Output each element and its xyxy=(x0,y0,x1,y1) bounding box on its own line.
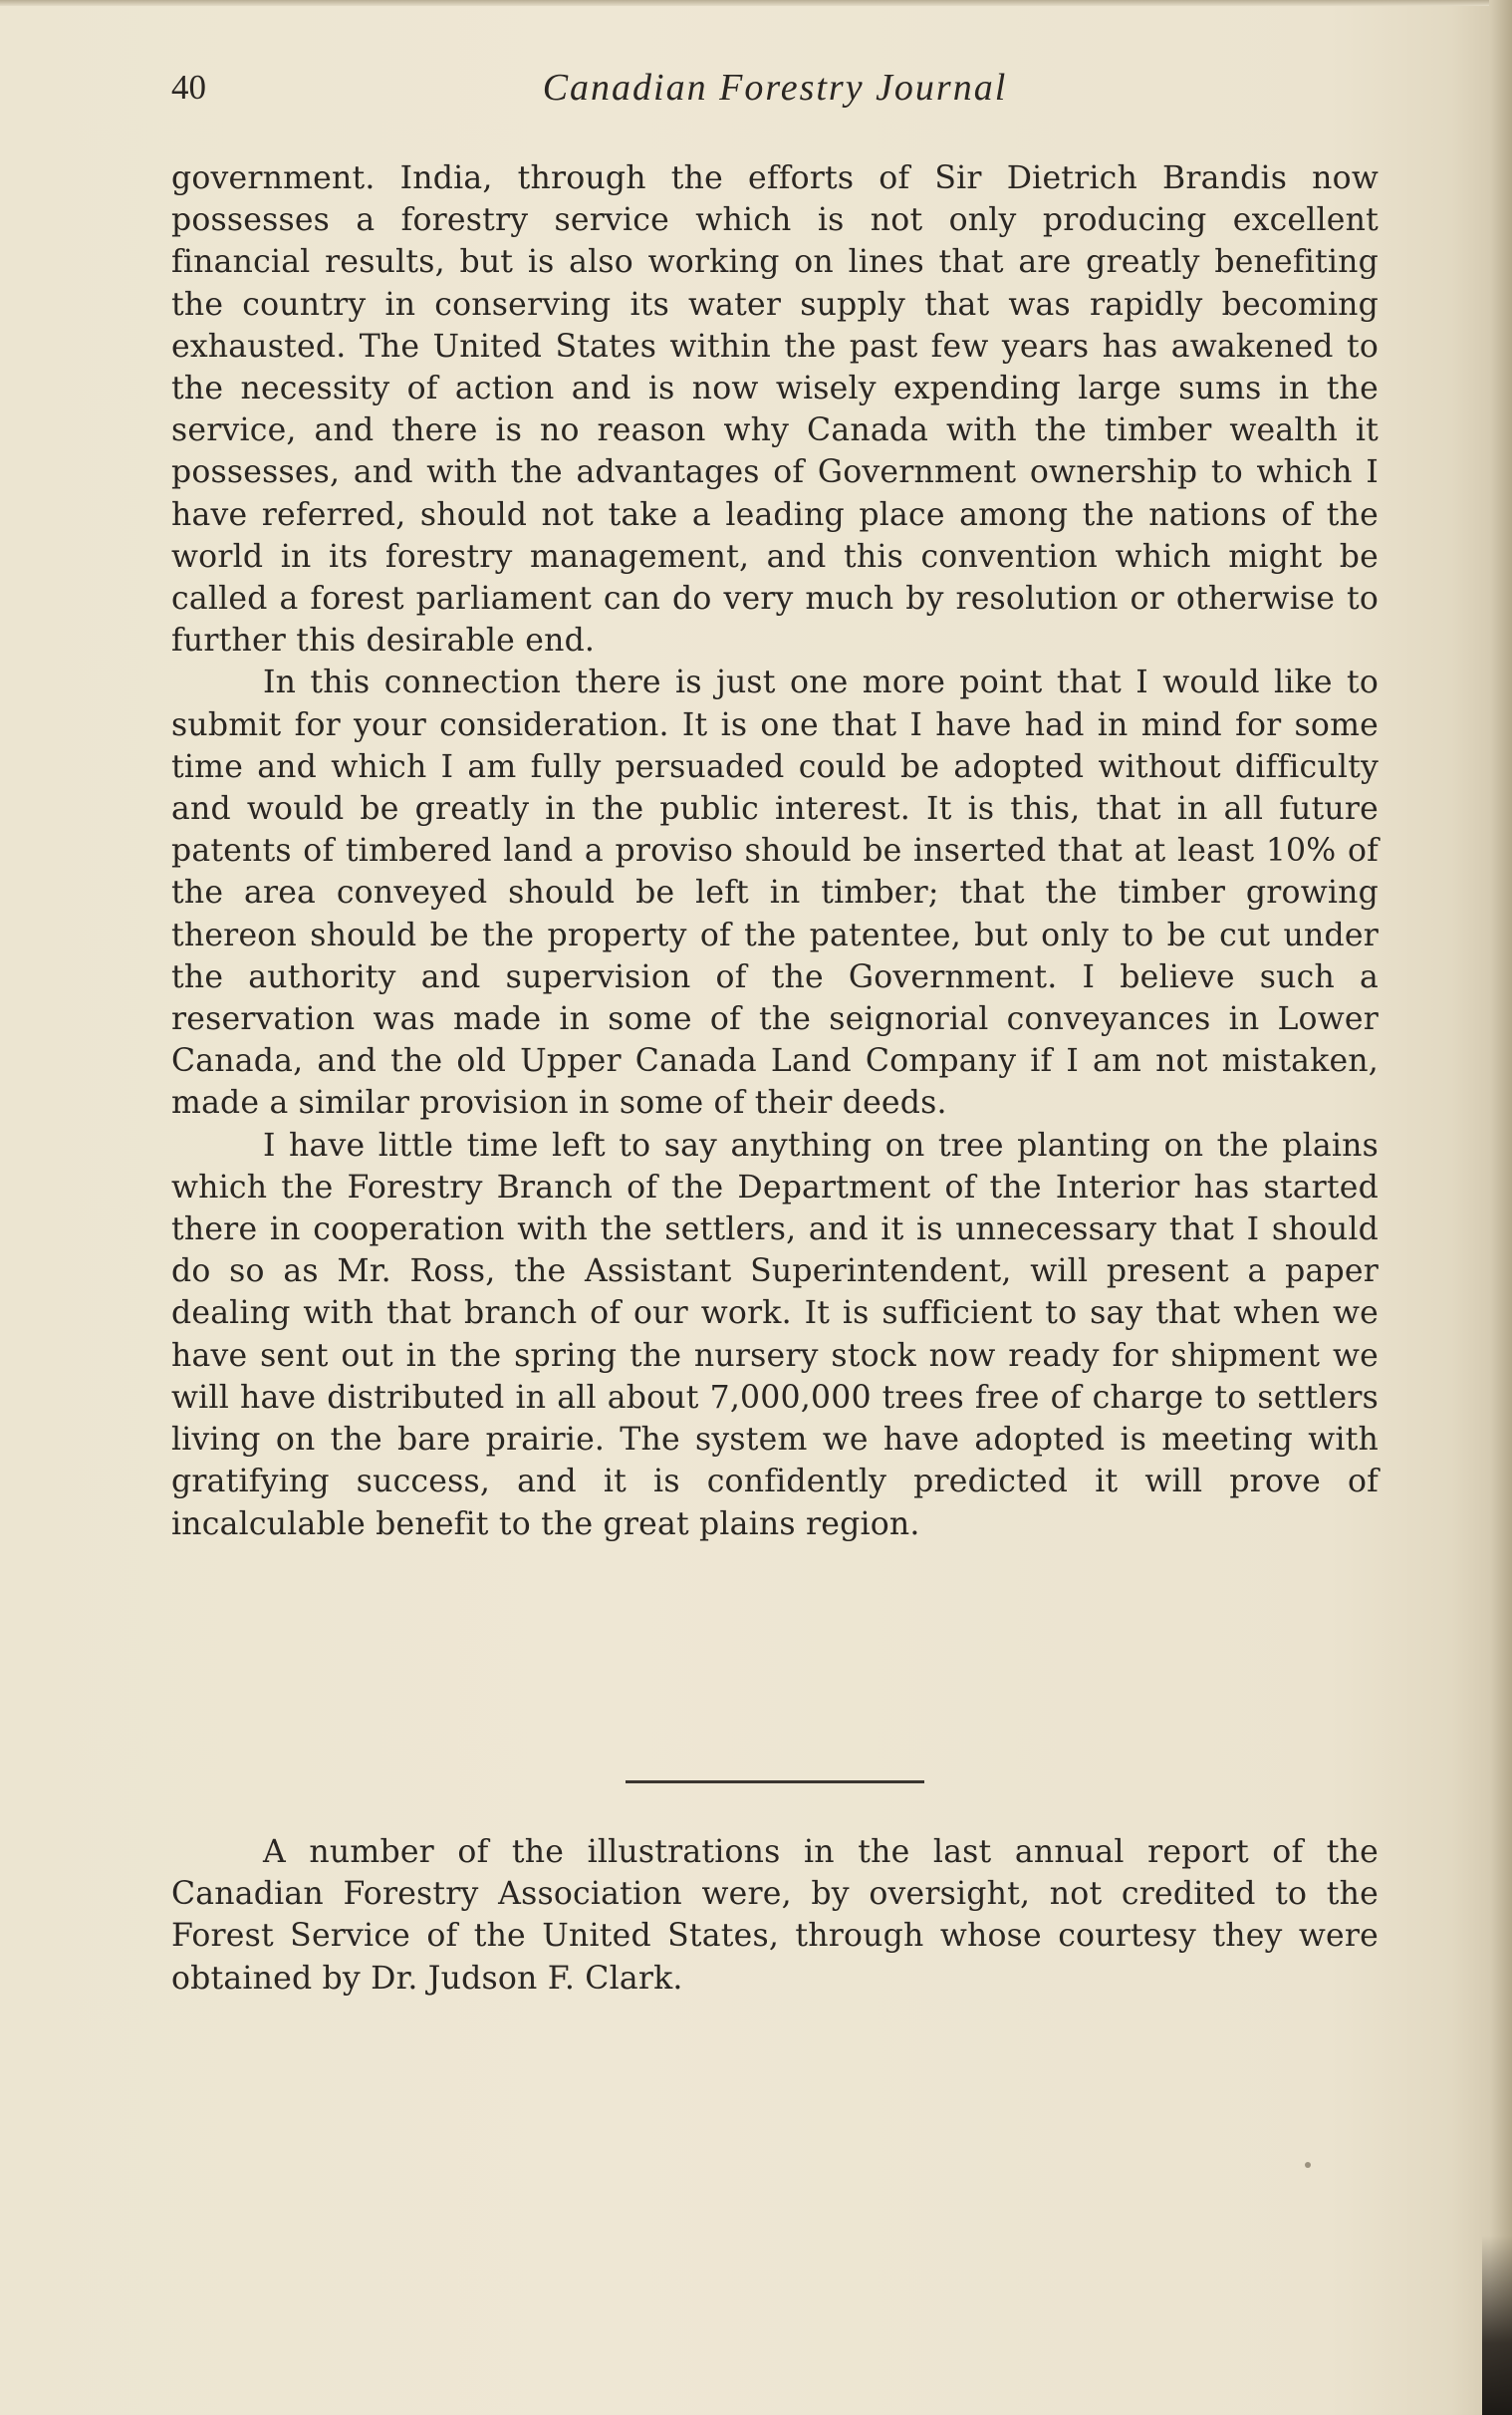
page-binding-edge xyxy=(1490,0,1512,2415)
paragraph-continuation: government. India, through the efforts of Sir Dietrich Brandis now possesses a forestry service which is not only producing excellent financial results, but is also working on lines that are greatly benefiting the country in conserving its water supply that was rapidly becoming exhausted. The United States within the past few years has awakened to the necessity of action and is now wisely expending large sums in the service, and there is no reason why Canada with the timber wealth it possesses, and with the advantages of Government ownership to which I have referred, should not take a leading place among the nations of the world in its forestry management, and this convention which might be called a forest parliament can do very much by resolution or otherwise to further this desirable end. xyxy=(171,160,1379,660)
section-divider xyxy=(626,1780,924,1783)
note-illustrations-credit: A number of the illustrations in the last annual report of the Canadian Forestry Association were, by oversight, not credited to the Forest Service of the United States, through whose courtesy they were obtained by Dr. Judson F. Clark. xyxy=(171,1834,1379,1997)
page-top-edge xyxy=(0,0,1489,6)
running-header xyxy=(171,64,1379,124)
article-body xyxy=(171,157,1379,1545)
editorial-note xyxy=(171,1831,1379,2000)
paper-speck xyxy=(1305,2162,1311,2168)
page-binding-shadow xyxy=(1482,2236,1512,2415)
paragraph-timber-proviso: In this connection there is just one more point that I would like to submit for your consideration. It is one that I have had in mind for some time and which I am fully persuaded could be adopted without difficulty and would be greatly in the public interest. It is this, that in all future patents of timbered land a proviso should be inserted that at least 10% of the area conveyed should be left in timber; that the timber growing thereon should be the property of the patentee, but only to be cut under the authority and supervision of the Government. I believe such a reservation was made in some of the seignorial conveyances in Lower Canada, and the old Upper Canada Land Company if I am not mistaken, made a similar provision in some of their deeds. xyxy=(171,665,1379,1122)
page-number: 40 xyxy=(171,68,206,107)
running-title: Canadian Forestry Journal xyxy=(542,67,1008,109)
paragraph-tree-planting: I have little time left to say anything on tree planting on the plains which the Forestry Branch of the Department of the Interior has started there in cooperation with the settlers, and it is unnecessary that I should do so as Mr. Ross, the Assistant Superintendent, will present a paper dealing with that branch of our work. It is sufficient to say that when we have sent out in the spring the nursery stock now ready for shipment we will have distributed in all about 7,000,000 trees free of charge to settlers living on the bare prairie. The system we have adopted is meeting with gratifying success, and it is confidently predicted it will prove of incalculable benefit to the great plains region. xyxy=(171,1127,1379,1542)
